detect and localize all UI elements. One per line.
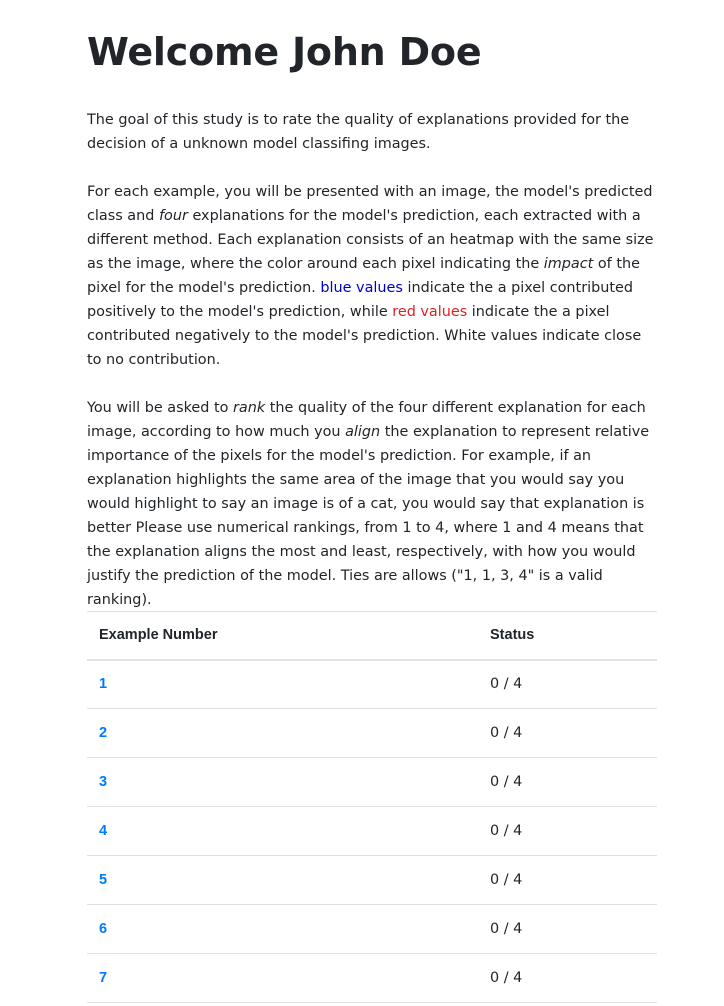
status-cell: 0 / 4 <box>478 905 657 954</box>
blue-values-label: blue values <box>320 280 403 296</box>
example-link[interactable]: 7 <box>99 970 108 986</box>
status-cell: 0 / 4 <box>478 954 657 1003</box>
example-number-cell <box>87 709 478 758</box>
table-header-row <box>87 612 657 660</box>
table-row <box>87 905 657 954</box>
example-link[interactable]: 2 <box>99 725 108 741</box>
examples-table <box>87 611 657 1003</box>
text-span: the quality of the four different explanation for each image, according to how much you <box>87 400 646 440</box>
example-number-cell <box>87 856 478 905</box>
example-number-cell <box>87 807 478 856</box>
emphasis-align: align <box>345 424 381 440</box>
text-span: You will be asked to <box>87 400 233 416</box>
example-number-cell <box>87 660 478 709</box>
table-row <box>87 856 657 905</box>
emphasis-four: four <box>158 208 188 224</box>
example-link[interactable]: 3 <box>99 774 108 790</box>
example-number-cell <box>87 905 478 954</box>
table-row <box>87 807 657 856</box>
text-span: indicate the a pixel contributed positively to the model's prediction, while <box>87 280 633 320</box>
text-span: of the pixel for the model's prediction. <box>87 256 640 296</box>
intro-paragraph-goal: The goal of this study is to rate the quality of explanations provided for the decision of a unknown model classifing images. <box>87 112 630 152</box>
status-cell: 0 / 4 <box>478 709 657 758</box>
header-example-number: Example Number <box>87 612 478 660</box>
text-span: the explanation to represent relative importance of the pixels for the model's prediction. For example, if an explanation highlights the same area of the image that you would say you would highlight to say an image is of a cat, you would say that explanation is better Please use numerical rankings, from 1 to 4, where 1 and 4 means that the explanation aligns the most and least, respectively, with how you would justify the prediction of the model. Ties are allows ("1, 1, 3, 4" is a valid ranking). <box>87 424 650 608</box>
example-link[interactable]: 4 <box>99 823 108 839</box>
status-cell: 0 / 4 <box>478 758 657 807</box>
example-number-cell <box>87 954 478 1003</box>
example-number-cell <box>87 758 478 807</box>
table-row <box>87 954 657 1003</box>
emphasis-impact: impact <box>543 256 594 272</box>
header-status: Status <box>478 612 657 660</box>
status-cell: 0 / 4 <box>478 660 657 709</box>
page-title: Welcome John Doe <box>87 30 482 74</box>
table-row <box>87 709 657 758</box>
text-span: explanations for the model's prediction, each extracted with a different method. Each explanation consists of an heatmap with the same size as the image, where the color around each pixel indicating the <box>87 208 654 272</box>
example-link[interactable]: 1 <box>99 676 108 693</box>
example-link[interactable]: 6 <box>99 921 108 937</box>
intro-paragraph-ranking <box>87 396 657 612</box>
text-span: For each example, you will be presented with an image, the model's predicted class and <box>87 184 653 224</box>
red-values-label: red values <box>392 304 468 320</box>
text-span: indicate the a pixel contributed negatively to the model's prediction. White values indicate close to no contribution. <box>87 304 642 368</box>
status-cell: 0 / 4 <box>478 856 657 905</box>
emphasis-rank: rank <box>233 400 266 416</box>
table-row <box>87 660 657 709</box>
status-cell: 0 / 4 <box>478 807 657 856</box>
example-link[interactable]: 5 <box>99 872 108 888</box>
intro-paragraph-examples <box>87 180 657 372</box>
table-row <box>87 758 657 807</box>
